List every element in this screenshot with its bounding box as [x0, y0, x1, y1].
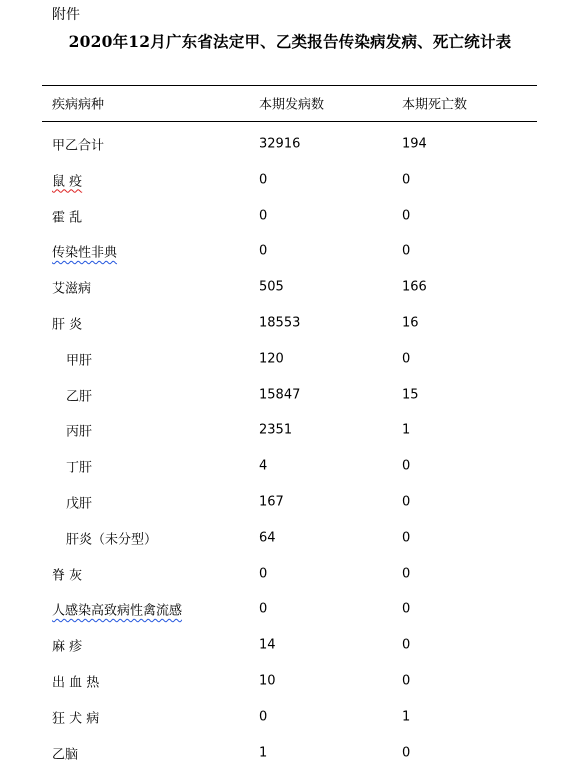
table-row: [0, 591, 580, 627]
case-count: 4: [259, 458, 268, 474]
case-count: 0: [259, 243, 268, 259]
death-count: 0: [402, 208, 411, 224]
table-row: [0, 233, 580, 269]
table-row: [0, 377, 580, 413]
death-count: 0: [402, 243, 411, 259]
disease-name: 出 血 热: [52, 675, 100, 691]
disease-name: 乙脑: [52, 747, 79, 763]
disease-name: 乙肝: [66, 389, 93, 405]
death-count: 0: [402, 458, 411, 474]
death-count: 0: [402, 601, 411, 617]
case-count: 0: [259, 208, 268, 224]
disease-name: 鼠 疫: [52, 174, 83, 190]
table-row: [0, 126, 580, 162]
case-count: 167: [259, 494, 284, 510]
header-deaths: 本期死亡数: [402, 97, 468, 113]
case-count: 18553: [259, 315, 301, 331]
table-row: [0, 520, 580, 556]
case-count: 64: [259, 530, 276, 546]
death-count: 0: [402, 351, 411, 367]
death-count: 166: [402, 279, 427, 295]
disease-name: 肝 炎: [52, 317, 83, 333]
disease-name: 狂 犬 病: [52, 711, 100, 727]
table-row: [0, 412, 580, 448]
disease-name: 丁肝: [66, 460, 93, 476]
disease-name: 丙肝: [66, 424, 93, 440]
table-row: [0, 484, 580, 520]
death-count: 0: [402, 172, 411, 188]
table-row: [0, 448, 580, 484]
table-row: [0, 627, 580, 663]
death-count: 16: [402, 315, 419, 331]
disease-name: 艾滋病: [52, 281, 92, 297]
disease-name: 甲乙合计: [52, 138, 105, 154]
header-cases: 本期发病数: [259, 97, 325, 113]
case-count: 0: [259, 601, 268, 617]
disease-name: 甲肝: [66, 353, 93, 369]
table-row: [0, 663, 580, 699]
case-count: 32916: [259, 136, 301, 152]
disease-name: 传染性非典: [52, 245, 118, 261]
table-row: [0, 699, 580, 735]
case-count: 10: [259, 673, 276, 689]
table-row: [0, 735, 580, 771]
header-disease: 疾病病种: [52, 97, 105, 113]
table-row: [0, 269, 580, 305]
disease-name: 脊 灰: [52, 568, 83, 584]
death-count: 0: [402, 673, 411, 689]
disease-name: 戊肝: [66, 496, 93, 512]
death-count: 0: [402, 530, 411, 546]
death-count: 0: [402, 745, 411, 761]
attachment-label: 附件: [52, 7, 80, 23]
case-count: 0: [259, 709, 268, 725]
table-header-rule: [42, 121, 537, 122]
death-count: 0: [402, 566, 411, 582]
table-row: [0, 305, 580, 341]
case-count: 14: [259, 637, 276, 653]
death-count: 0: [402, 637, 411, 653]
table-header: [0, 85, 580, 121]
table-row: [0, 198, 580, 234]
death-count: 1: [402, 709, 411, 725]
case-count: 0: [259, 566, 268, 582]
case-count: 505: [259, 279, 284, 295]
document-title: 2020年12月广东省法定甲、乙类报告传染病发病、死亡统计表: [68, 32, 512, 51]
death-count: 1: [402, 422, 411, 438]
table-row: [0, 341, 580, 377]
death-count: 15: [402, 387, 419, 403]
case-count: 120: [259, 351, 284, 367]
table-row: [0, 162, 580, 198]
case-count: 0: [259, 172, 268, 188]
disease-name: 人感染高致病性禽流感: [52, 603, 183, 619]
disease-name: 肝炎（未分型）: [66, 532, 158, 548]
case-count: 15847: [259, 387, 301, 403]
disease-name: 霍 乱: [52, 210, 83, 226]
table-row: [0, 556, 580, 592]
case-count: 1: [259, 745, 268, 761]
death-count: 0: [402, 494, 411, 510]
case-count: 2351: [259, 422, 293, 438]
disease-name: 麻 疹: [52, 639, 83, 655]
death-count: 194: [402, 136, 427, 152]
